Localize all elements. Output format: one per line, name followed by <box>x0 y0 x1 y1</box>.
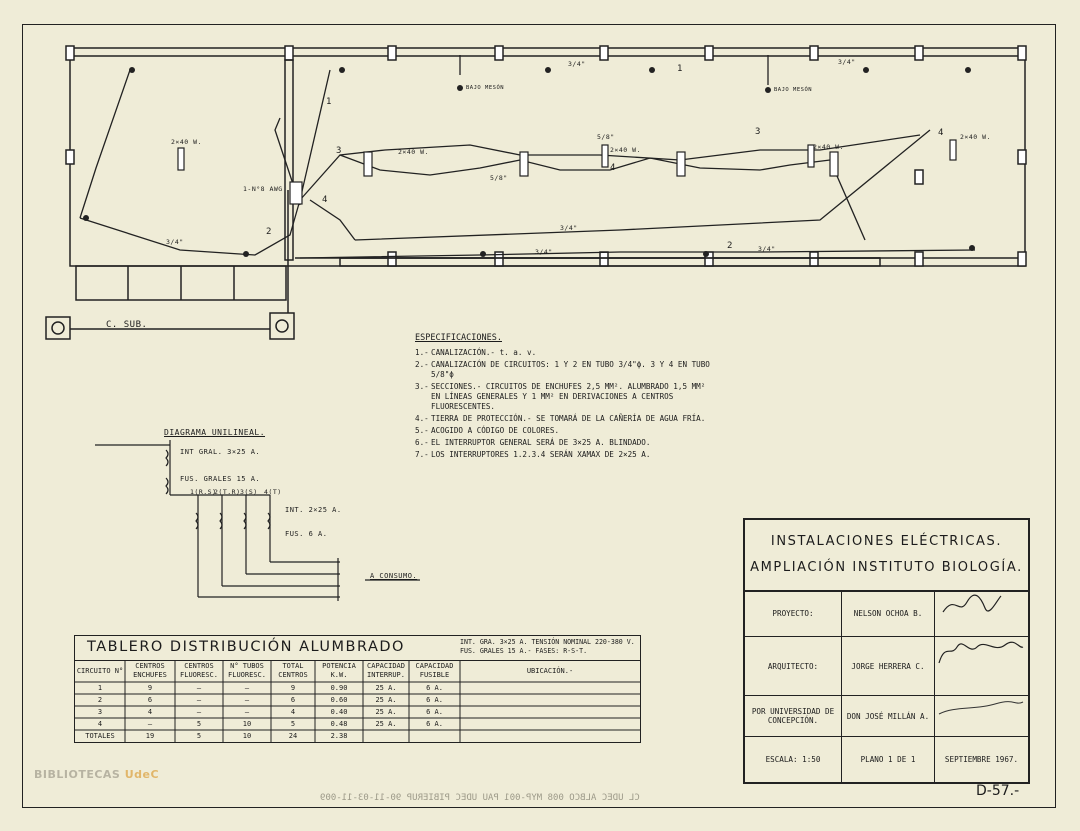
lamp-label: 2×40 W. <box>813 143 844 151</box>
circuit-number: 1 <box>326 97 332 107</box>
c-sub-label: C. SUB. <box>106 320 148 330</box>
fus-label: FUS. 6 A. <box>285 530 328 538</box>
conduit-label: 3/4" <box>560 224 578 232</box>
table-subtitle: INT. GRA. 3×25 A. TENSIÓN NOMINAL 220-380 V. <box>460 638 635 646</box>
table-cell: 5 <box>196 731 202 740</box>
lamp-label: 2×40 W. <box>398 148 429 156</box>
scale-label: ESCALA: 1:50 <box>745 737 842 782</box>
table-header <box>75 636 640 661</box>
sheet-number: PLANO 1 DE 1 <box>842 737 935 782</box>
conduit-label: 3/4" <box>758 245 776 253</box>
spec-item: 4.- TIERRA DE PROTECCIÓN.- SE TOMARÁ DE LA CAÑERÍA DE AGUA FRÍA. <box>415 414 706 423</box>
table-cell <box>460 694 640 706</box>
table-cell: 1 <box>97 683 103 692</box>
diagram-title: DIAGRAMA UNILINEAL. <box>164 428 266 437</box>
phase-label: 4(T) <box>264 488 282 496</box>
title-line: AMPLIACIÓN INSTITUTO BIOLOGÍA. <box>750 560 1023 575</box>
circuit-number: 3 <box>336 146 342 156</box>
panel-label: 1-N°8 AWG <box>243 185 283 193</box>
table-cell <box>363 730 409 742</box>
table-cell: 0.40 <box>330 707 348 716</box>
table-cell: TOTALES <box>85 731 115 740</box>
circuit-number: 2 <box>727 241 733 251</box>
table-cell <box>460 730 640 742</box>
circuit-number: 4 <box>610 163 616 173</box>
row-label: POR UNIVERSIDAD DE CONCEPCIÓN. <box>745 696 842 736</box>
specifications-heading: ESPECIFICACIONES. <box>415 333 502 343</box>
distribution-table <box>74 635 641 743</box>
table-cell: 10 <box>242 731 252 740</box>
int-gral-label: INT GRAL. 3×25 A. <box>180 448 261 456</box>
title-block-header <box>745 520 1028 592</box>
table-cell: 0.60 <box>330 695 348 704</box>
conduit-label: 5/8" <box>490 174 508 182</box>
table-cell: 2.38 <box>330 731 348 740</box>
column-header: CENTROS ENCHUFES <box>133 662 167 679</box>
conduit-label: 5/8" <box>597 133 615 141</box>
column-header: CAPACIDAD FUSIBLE <box>415 662 454 679</box>
table-cell: 4 <box>147 707 153 716</box>
bajo-meson-label: BAJO MESÓN <box>774 87 813 93</box>
table-cell: 25 A. <box>375 719 397 728</box>
table-cell <box>460 682 640 694</box>
table-cell: 19 <box>145 731 155 740</box>
specifications <box>415 333 715 462</box>
bajo-meson-label: BAJO MESÓN <box>466 85 505 91</box>
spec-item: 1.- CANALIZACIÓN.- t. a. v. <box>415 348 537 357</box>
phase-label: 2(T.R) <box>214 488 241 496</box>
phase-label: 3(S) <box>240 488 258 496</box>
table-cell: 3 <box>97 707 103 716</box>
consumo-label: A CONSUMO. <box>370 572 418 580</box>
lamp-label: 2×40 W. <box>960 133 991 141</box>
circuit-number: 1 <box>677 64 683 74</box>
table-cell: 6 A. <box>426 707 443 716</box>
table-cell: 0.48 <box>330 719 348 728</box>
table-cell: 6 A. <box>426 719 443 728</box>
circuit-number: 3 <box>755 127 761 137</box>
table-cell: 5 <box>196 719 202 728</box>
table-cell: 2 <box>97 695 103 704</box>
conduit-label: 3/4" <box>568 60 586 68</box>
column-header: TOTAL CENTROS <box>278 662 308 679</box>
table-cell: 25 A. <box>375 683 397 692</box>
table-cell: 4 <box>290 707 296 716</box>
conduit-label: 3/4" <box>838 58 856 66</box>
table-cell: 4 <box>97 719 103 728</box>
column-header: CENTROS FLUORESC. <box>180 662 218 679</box>
circuit-number: 4 <box>938 128 944 138</box>
table-cell: — <box>147 719 153 728</box>
column-header: N° TUBOS FLUORESC. <box>228 662 266 679</box>
spec-item: 3.- SECCIONES.- CIRCUITOS DE ENCHUFES 2,5 MM². ALUMBRADO 1,5 MM² EN LÍNEAS GENERALES Y 1 MM² EN DERIVACIONES A CENTROS FLUORESCENTES. <box>415 382 706 411</box>
column-header: POTENCIA K.W. <box>322 662 356 679</box>
spec-item: 2.- CANALIZACIÓN DE CIRCUITOS: 1 Y 2 EN TUBO 3/4"ϕ. 3 Y 4 EN TUBO 5/8"ϕ <box>415 360 710 379</box>
table-cell <box>460 706 640 718</box>
column-header: CIRCUITO N° <box>76 666 124 675</box>
library-watermark <box>34 768 159 781</box>
lamp-label: 2×40 W. <box>610 146 641 154</box>
table-cell: 25 A. <box>375 695 397 704</box>
row-name: NELSON OCHOA B. <box>842 590 935 636</box>
row-name: DON JOSÉ MILLÁN A. <box>842 696 935 736</box>
watermark-accent: UdeC <box>124 768 160 781</box>
signature <box>935 696 1028 736</box>
drawing-code: D-57.- <box>976 783 1020 799</box>
table-cell: 6 <box>147 695 153 704</box>
table-cell: — <box>244 683 250 692</box>
table-cell: 6 A. <box>426 695 443 704</box>
table-cell: 25 A. <box>375 707 397 716</box>
table-cell: 10 <box>242 719 252 728</box>
title-row-arquitecto <box>745 637 1028 696</box>
table-cell: — <box>244 695 250 704</box>
title-block <box>743 518 1030 784</box>
signature <box>935 637 1028 695</box>
table-cell: — <box>196 707 202 716</box>
table-cell: 0.90 <box>330 683 348 692</box>
table-subtitle: FUS. GRALES 15 A.- FASES: R-S-T. <box>460 647 588 655</box>
spec-item: 5.- ACOGIDO A CÓDIGO DE COLORES. <box>415 426 560 435</box>
circuit-number: 4 <box>322 195 328 205</box>
table-cell: 5 <box>290 719 296 728</box>
ghost-text: CL UDEC ALBCO 008 MYP-001 PAU UDEC PIBIERUP 90-11-03-11-009 <box>320 793 640 803</box>
column-header: CAPACIDAD INTERRUP. <box>367 662 405 679</box>
title-row-universidad <box>745 696 1028 737</box>
watermark-brand: BIBLIOTECAS <box>34 768 121 781</box>
row-label: PROYECTO: <box>745 590 842 636</box>
spec-item: 7.- LOS INTERRUPTORES 1.2.3.4 SERÁN XAMAX DE 2×25 A. <box>415 450 651 459</box>
phase-label: 1(R.S) <box>190 488 217 496</box>
table-cell: 9 <box>147 683 153 692</box>
fus-grales-label: FUS. GRALES 15 A. <box>180 475 261 483</box>
spec-item: 6.- EL INTERRUPTOR GENERAL SERÁ DE 3×25 A. BLINDADO. <box>415 438 651 447</box>
table-cell: — <box>196 695 202 704</box>
table-cell: — <box>244 707 250 716</box>
conduit-label: 3/4" <box>535 248 553 256</box>
row-name: JORGE HERRERA C. <box>842 637 935 695</box>
table-cell: 6 <box>290 695 296 704</box>
column-header: UBICACIÓN.- <box>526 666 574 675</box>
table-title: TABLERO DISTRIBUCIÓN ALUMBRADO <box>87 639 405 655</box>
title-line: INSTALACIONES ELÉCTRICAS. <box>770 534 1003 549</box>
table-cell: 9 <box>290 683 296 692</box>
title-row-proyecto <box>745 590 1028 637</box>
table-cell: 24 <box>288 731 298 740</box>
table-cell: 6 A. <box>426 683 443 692</box>
circuit-number: 2 <box>266 227 272 237</box>
table-cell <box>409 730 460 742</box>
table-cell <box>460 718 640 730</box>
date-label: SEPTIEMBRE 1967. <box>944 755 1019 764</box>
signature <box>935 590 1028 636</box>
title-row-scale <box>745 737 1028 782</box>
table-cell: — <box>196 683 202 692</box>
row-label: ARQUITECTO: <box>745 637 842 695</box>
conduit-label: 3/4" <box>166 238 184 246</box>
int-label: INT. 2×25 A. <box>285 506 342 514</box>
lamp-label: 2×40 W. <box>171 138 202 146</box>
